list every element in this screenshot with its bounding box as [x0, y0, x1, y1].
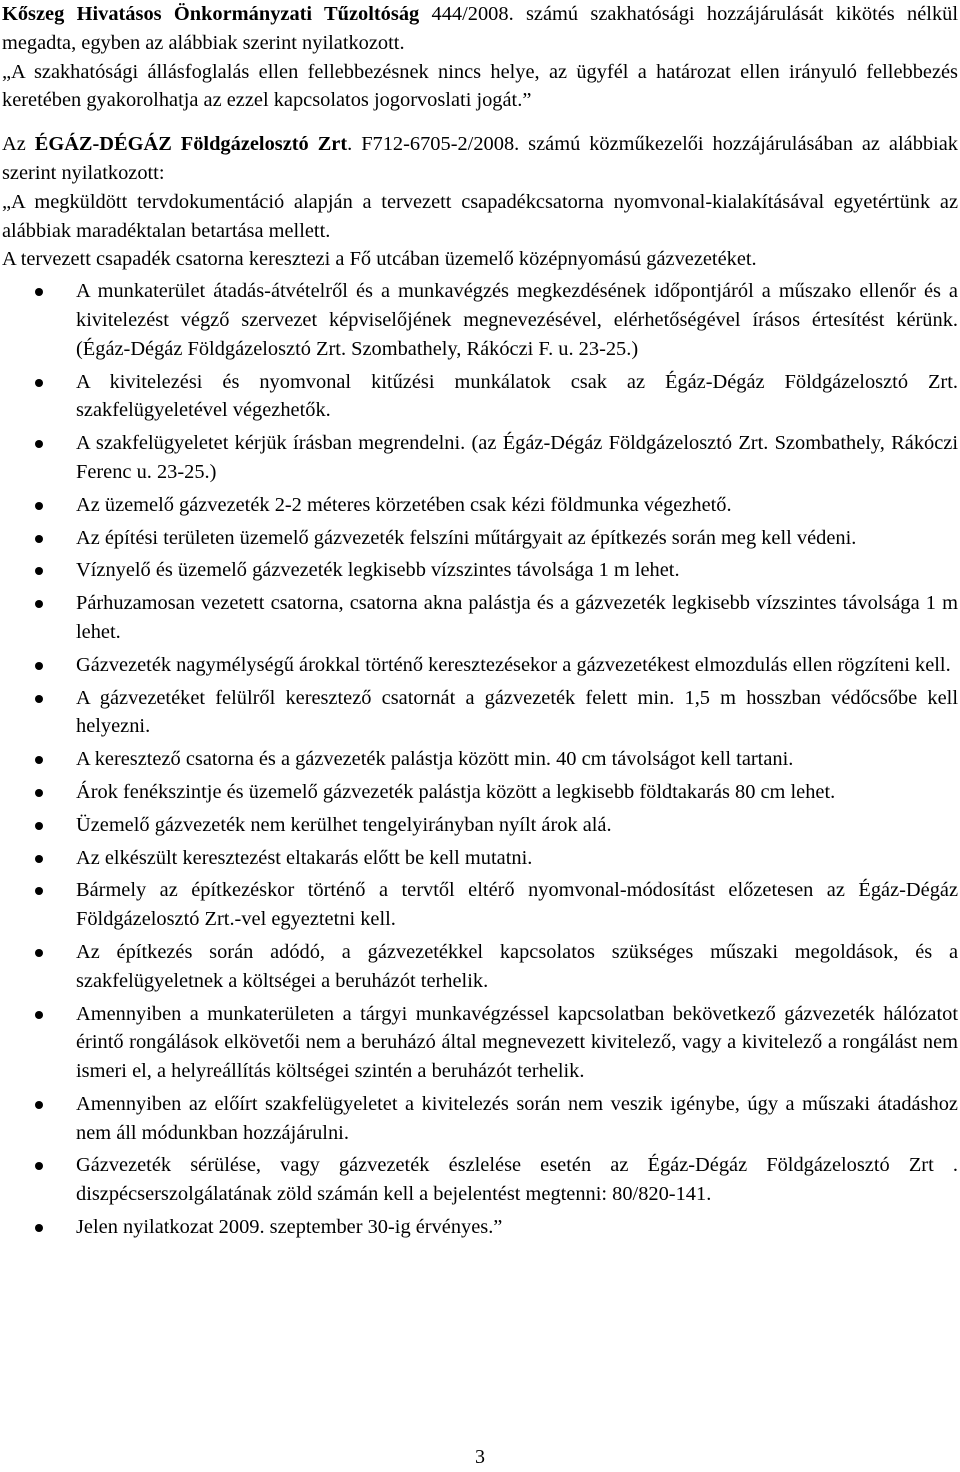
bullet-icon — [35, 662, 43, 670]
list-item-text: Amennyiben a munkaterületen a tárgyi munkavégzéssel kapcsolatban bekövetkező gázvezeték hálózatot érintő rongálások elkövetői nem a beruházó által megnevezett kivitelező, vagy a kivitelező a rongálást nem ismeri el, a helyreállítás költségei szintén a beruházót terhelik. — [76, 1002, 958, 1083]
list-item-text: Az építési területen üzemelő gázvezeték felszíni műtárgyait az építkezés során meg kell védeni. — [76, 526, 857, 549]
paragraph-gas-company — [2, 130, 958, 188]
list-item — [2, 556, 958, 585]
list-item-text: A munkaterület átadás-átvételről és a munkavégzés megkezdésének időpontjáról a műszako ellenőr és a kivitelezést végző szervezet képviselőjének megnevezésével, elérhetőségével írásos értesítést kérünk. (Égáz-Dégáz Földgázelosztó Zrt. Szombathely, Rákóczi F. u. 23-25.) — [76, 280, 958, 360]
bullet-icon — [35, 695, 43, 703]
list-item-text: Árok fenékszintje és üzemelő gázvezeték palástja között a legkisebb földtakarás 80 cm lehet. — [76, 780, 836, 803]
paragraph-agreement: „A megküldött tervdokumentáció alapján a tervezett csapadékcsatorna nyomvonal-kialakításával egyetértünk az alábbiak maradéktalan betartása mellett. — [2, 190, 958, 242]
list-item — [2, 938, 958, 996]
list-item-text: Gázvezeték sérülése, vagy gázvezeték észlelése esetén az Égáz-Dégáz Földgázelosztó Zrt . diszpécserszolgálatának zöld számán kell a bejelentést megtenni: 80/820-141. — [76, 1154, 958, 1206]
document-page — [2, 0, 958, 1246]
list-item-text: Amennyiben az előírt szakfelügyeletet a kivitelezés során nem veszik igénybe, úgy a műszaki átadáshoz nem áll módunkban hozzájárulni. — [76, 1092, 958, 1144]
list-item-text: Gázvezeték nagymélységű árokkal történő keresztezésekor a gázvezetékest elmozdulás ellen rögzíteni kell. — [76, 653, 951, 676]
bullet-icon — [35, 600, 43, 608]
list-item-text: A keresztező csatorna és a gázvezeték palástja között min. 40 cm távolságot kell tartani. — [76, 748, 794, 771]
list-item — [2, 1151, 958, 1209]
list-item-text: A gázvezetéket felülről keresztező csatornát a gázvezeték felett min. 1,5 m hosszban védőcsőbe kell helyezni. — [76, 686, 958, 738]
bullet-icon — [35, 535, 43, 543]
bullet-icon — [35, 1224, 43, 1232]
bullet-icon — [35, 567, 43, 575]
gas-company-name: ÉGÁZ-DÉGÁZ Földgázelosztó Zrt — [34, 133, 348, 156]
bullet-icon — [35, 855, 43, 863]
list-item — [2, 368, 958, 426]
page-number: 3 — [475, 1446, 485, 1468]
paragraph-text: . F712-6705-2/2008. számú közműkezelői hozzájárulásában az alábbiak szerint nyilatkozott: — [2, 133, 958, 184]
list-item-text: Víznyelő és üzemelő gázvezeték legkisebb vízszintes távolsága 1 m lehet. — [76, 559, 680, 582]
list-item-text: Az építkezés során adódó, a gázvezetékkel kapcsolatos szükséges műszaki megoldások, és a szakfelügyeletnek a költségei a beruházót terhelik. — [76, 940, 958, 992]
requirements-list — [2, 277, 958, 1242]
fire-department-name: Kőszeg Hivatásos Önkormányzati Tűzoltóság — [2, 3, 420, 25]
list-item — [2, 491, 958, 520]
paragraph-text: 444/2008. számú szakhatósági hozzájárulását kikötés nélkül megadta, egyben az alábbiak szerint nyilatkozott. — [2, 3, 959, 54]
list-item-text: Jelen nyilatkozat 2009. szeptember 30-ig érvényes.” — [76, 1216, 503, 1239]
list-item — [2, 1090, 958, 1148]
bullet-icon — [35, 822, 43, 830]
list-item — [2, 745, 958, 774]
bullet-icon — [35, 502, 43, 510]
list-item — [2, 778, 958, 807]
bullet-icon — [35, 1162, 43, 1170]
paragraph-crossing: A tervezett csapadék csatorna keresztezi a Fő utcában üzemelő középnyomású gázvezetéket. — [2, 248, 757, 271]
bullet-icon — [35, 887, 43, 895]
paragraph-fire-department — [2, 0, 958, 58]
list-item — [2, 277, 958, 363]
list-item — [2, 844, 958, 873]
paragraph-quote-appeal: „A szakhatósági állásfoglalás ellen fellebbezésnek nincs helye, az ügyfél a határozat ellen irányuló fellebbezés keretében gyakorolhatja az ezzel kapcsolatos jogorvoslati jogát.” — [2, 60, 958, 112]
list-item — [2, 1000, 958, 1086]
list-item-text: Üzemelő gázvezeték nem kerülhet tengelyirányban nyílt árok alá. — [76, 813, 612, 836]
list-item — [2, 811, 958, 840]
bullet-icon — [35, 949, 43, 957]
paragraph-text: Az — [2, 133, 35, 156]
list-item — [2, 429, 958, 487]
bullet-icon — [35, 1101, 43, 1109]
list-item — [2, 589, 958, 647]
list-item — [2, 651, 958, 680]
bullet-icon — [35, 1011, 43, 1019]
list-item-text: A kivitelezési és nyomvonal kitűzési munkálatok csak az Égáz-Dégáz Földgázelosztó Zrt. szakfelügyeletével végezhetők. — [76, 370, 958, 422]
list-item — [2, 684, 958, 742]
list-item — [2, 1213, 958, 1242]
bullet-icon — [35, 440, 43, 448]
bullet-icon — [35, 789, 43, 797]
list-item — [2, 524, 958, 553]
bullet-icon — [35, 756, 43, 764]
bullet-icon — [35, 288, 43, 296]
list-item — [2, 876, 958, 934]
list-item-text: Az elkészült keresztezést eltakarás előtt be kell mutatni. — [76, 846, 533, 869]
bullet-icon — [35, 379, 43, 387]
list-item-text: A szakfelügyeletet kérjük írásban megrendelni. (az Égáz-Dégáz Földgázelosztó Zrt. Szombathely, Rákóczi Ferenc u. 23-25.) — [76, 432, 958, 483]
list-item-text: Az üzemelő gázvezeték 2-2 méteres körzetében csak kézi földmunka végezhető. — [76, 493, 732, 516]
list-item-text: Párhuzamosan vezetett csatorna, csatorna akna palástja és a gázvezeték legkisebb vízszintes távolsága 1 m lehet. — [76, 592, 958, 643]
list-item-text: Bármely az építkezéskor történő a tervtől eltérő nyomvonal-módosítást előzetesen az Égáz-Dégáz Földgázelosztó Zrt.-vel egyeztetni kell. — [76, 879, 958, 931]
